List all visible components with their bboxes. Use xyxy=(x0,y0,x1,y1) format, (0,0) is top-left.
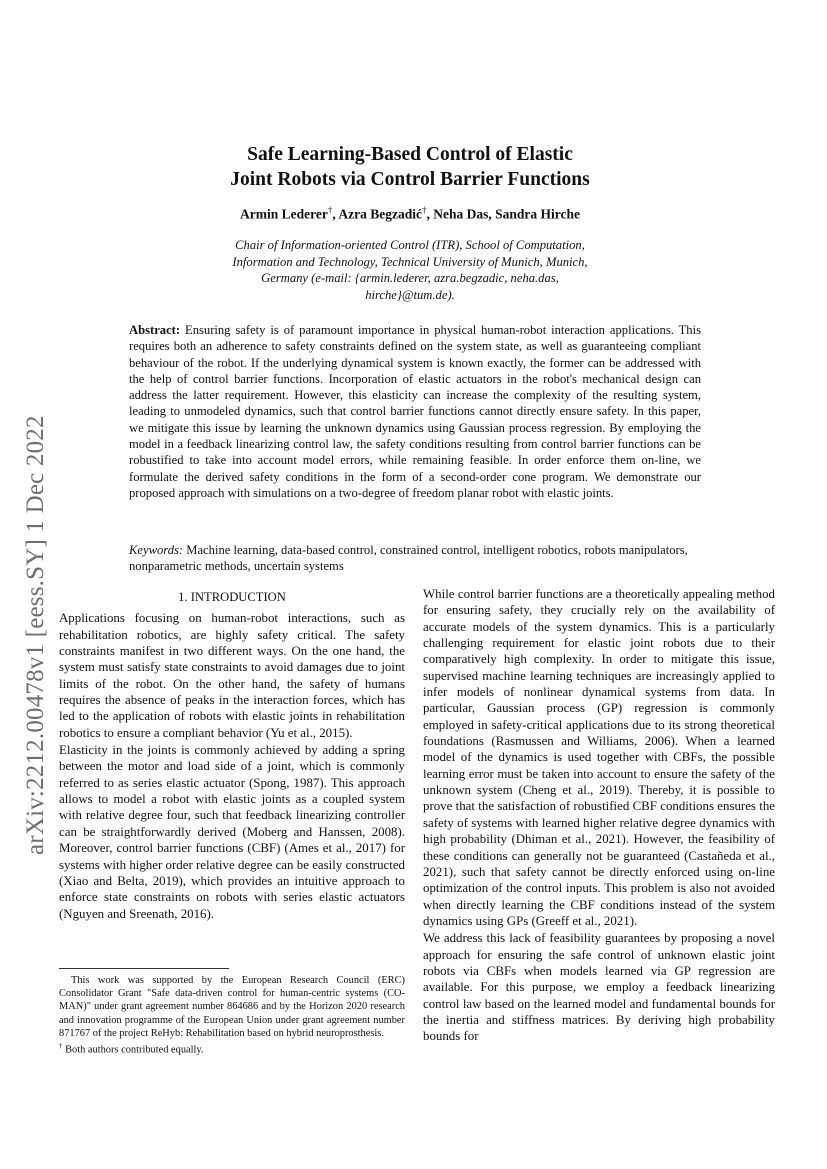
abstract xyxy=(129,322,701,501)
affiliation-line-2: Information and Technology, Technical University of Munich, Munich, xyxy=(232,254,588,269)
intro-paragraph-3: While control barrier functions are a theoretically appealing method for ensuring safety, they crucially rely on the availability of accurate models of the system dynamics. This is a particularly challenging requirement for elastic joint robots due to their comparatively high complexity. In order to mitigate this issue, supervised machine learning techniques are increasingly applied to infer models of nonlinear dynamical systems from data. In particular, Gaussian process (GP) regression is commonly employed in safety-critical applications due to its strong theoretical foundations (Rasmussen and Williams, 2006). When a learned model of the dynamics is used together with CBFs, the possible learning error must be taken into account to ensure the safety of the unknown system (Cheng et al., 2019). Thereby, it is possible to prove that the satisfaction of robustified CBF conditions ensures the safety of systems with learned higher relative degree dynamics with high probability (Dhiman et al., 2021). However, the feasibility of these conditions can generally not be guaranteed (Castañeda et al., 2021), such that safety cannot be directly enforced using on-line optimization of the control inputs. This problem is also not avoided when directly learning the CBF conditions instead of the system dynamics using GPs (Greeff et al., 2021). xyxy=(423,587,775,928)
arxiv-id: arXiv:2212.00478v1 [eess.SY] 1 Dec 2022 xyxy=(22,415,49,855)
right-column xyxy=(423,586,775,1046)
affiliation-line-3: Germany (e-mail: {armin.lederer, azra.begzadic, neha.das, xyxy=(261,271,559,285)
title-line-2: Joint Robots via Control Barrier Functions xyxy=(230,169,590,190)
section-heading: 1. INTRODUCTION xyxy=(178,590,286,604)
intro-paragraph-1: Applications focusing on human-robot interactions, such as rehabilitation robotics, are highly safety critical. The safety constraints manifest in two different ways. On the one hand, the system must satisfy state constraints to avoid damages due to joint limits of the robot. On the other hand, the safety of humans requires the absence of peaks in the interaction forces, which has led to the application of robots with elastic joints in rehabilitation robotics to ensure a compliant behavior (Yu et al., 2015). xyxy=(59,611,405,740)
keywords-text: Machine learning, data-based control, constrained control, intelligent robotics, robots manipulators, nonparametric methods, uncertain systems xyxy=(129,543,688,574)
paper-title xyxy=(160,142,660,192)
affiliation-line-1: Chair of Information-oriented Control (ITR), School of Computation, xyxy=(235,238,585,252)
equal-contribution-text: Both authors contributed equally. xyxy=(65,1044,204,1056)
left-column xyxy=(59,589,405,923)
affiliation-line-4: hirche}@tum.de). xyxy=(365,287,455,302)
funding-footnote: This work was supported by the European Research Council (ERC) Consolidator Grant "Safe data-driven control for human-centric systems (CO-MAN)" under grant agreement number 864686 and by the Horizon 2020 research and innovation programme of the European Union under grant agreement number 871767 of the project ReHyb: Rehabilitation based on hybrid neuroprosthesis. xyxy=(59,975,405,1039)
footnote-divider xyxy=(59,968,229,969)
keywords-label: Keywords: xyxy=(129,543,184,557)
abstract-label: Abstract: xyxy=(129,323,181,337)
intro-paragraph-2: Elasticity in the joints is commonly achieved by adding a spring between the motor and load side of a joint, which is commonly referred to as series elastic actuator (Spong, 1987). This approach allows to model a robot with elastic joints as a coupled system with relative degree four, such that feedback linearizing controller can be straightforwardly derived (Moberg and Hanssen, 2008). Moreover, control barrier functions (CBF) (Ames et al., 2017) for systems with higher order relative degree can be easily constructed (Xiao and Belta, 2019), which provides an intuitive approach to enforce state constraints on robots with series elastic actuators (Nguyen and Sreenath, 2016). xyxy=(59,743,405,921)
equal-contribution-footnote xyxy=(59,1040,405,1057)
author-1: Armin Lederer xyxy=(240,206,328,222)
intro-paragraph-4: We address this lack of feasibility guarantees by proposing a novel approach for ensuring the safe control of unknown elastic joint robots via CBFs when models learned via GP regression are available. For this purpose, we employ a feedback linearizing control law based on the learned model and fundamental bounds for the inertia and stiffness matrices. By deriving high probability bounds for xyxy=(423,931,775,1044)
footnotes xyxy=(59,974,405,1057)
footnote-mark: † xyxy=(59,1042,63,1051)
abstract-text: Ensuring safety is of paramount importance in physical human-robot interaction applications. This requires both an adherence to safety constraints defined on the system state, as well as guaranteeing compliant behaviour of the robot. If the underlying dynamical system is known exactly, the former can be addressed with the help of control barrier functions. Incorporation of elastic actuators in the robot's mechanical design can address the latter requirement. However, this elasticity can increase the complexity of the resulting system, leading to unmodeled dynamics, such that control barrier functions cannot directly ensure safety. In this paper, we mitigate this issue by learning the unknown dynamics using Gaussian process regression. By employing the model in a feedback linearizing control law, the safety conditions resulting from control barrier functions can be robustified to take into account model errors, while remaining feasible. In order enforce them on-line, we formulate the derived safety conditions in the form of a second-order cone program. We demonstrate our proposed approach with simulations on a two-degree of freedom planar robot with elastic joints. xyxy=(129,323,701,500)
author-list: Armin Lederer†, Azra Begzadić†, Neha Das, Sandra Hirche xyxy=(240,205,580,222)
author-2-mark: † xyxy=(421,205,427,215)
author-1-mark: † xyxy=(327,205,333,215)
other-authors: Neha Das, Sandra Hirche xyxy=(433,206,580,222)
keywords xyxy=(129,542,701,575)
affiliation xyxy=(160,237,660,303)
author-2: Azra Begzadić xyxy=(338,206,422,222)
title-line-1: Safe Learning-Based Control of Elastic xyxy=(247,144,573,165)
